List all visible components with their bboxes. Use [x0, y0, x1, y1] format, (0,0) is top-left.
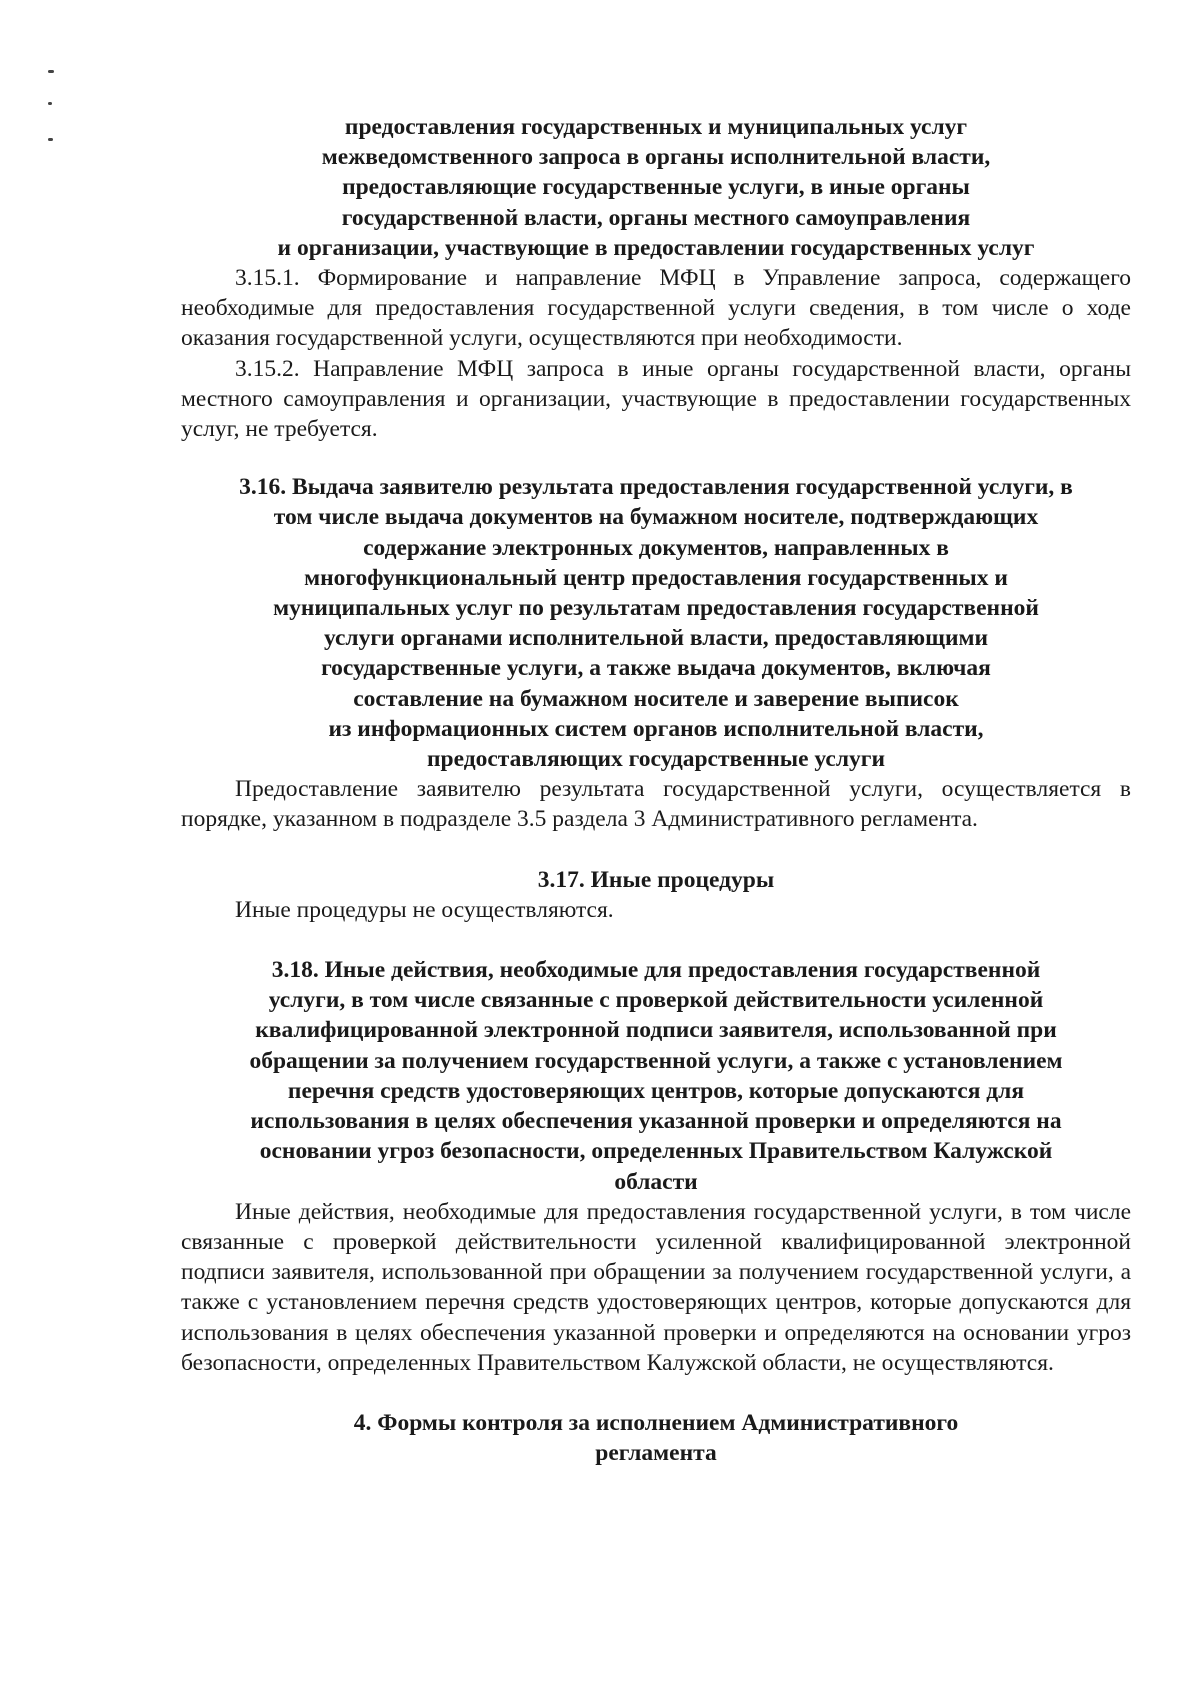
heading-line: муниципальных услуг по результатам предоставления государственной — [273, 595, 1039, 622]
section-3-17-heading — [181, 865, 1131, 895]
section-4-heading — [181, 1408, 1131, 1468]
heading-line: государственной власти, органы местного самоуправления — [341, 204, 971, 231]
heading-line: 3.17. Иные процедуры — [537, 866, 775, 893]
heading-line: многофункциональный центр предоставления государственных и — [304, 564, 1008, 591]
heading-line: составление на бумажном носителе и заверение выписок — [353, 685, 959, 712]
spacer — [181, 1378, 1131, 1408]
document-page — [181, 112, 1131, 1468]
heading-line: государственные услуги, а также выдача документов, включая — [321, 655, 991, 682]
heading-line: услуги органами исполнительной власти, предоставляющими — [323, 625, 989, 652]
heading-line: использования в целях обеспечения указанной проверки и определяются на — [250, 1108, 1062, 1135]
heading-line: предоставления государственных и муниципальных услуг — [344, 114, 968, 140]
heading-line: обращении за получением государственной услуги, а также с установлением — [249, 1047, 1063, 1074]
section-3-16-heading — [181, 472, 1131, 774]
paragraph-3-15-1: 3.15.1. Формирование и направление МФЦ в Управление запроса, содержащего необходимые для предоставления государственной услуги сведения, в том числе о ходе оказания государственной услуги, осуществляются при необходимости. — [181, 265, 1131, 352]
scan-mark — [48, 70, 54, 73]
heading-line: 4. Формы контроля за исполнением Административного — [353, 1409, 959, 1436]
spacer — [181, 925, 1131, 955]
heading-line: 3.16. Выдача заявителю результата предоставления государственной услуги, в — [239, 474, 1073, 501]
heading-line: области — [614, 1168, 698, 1195]
heading-line: предоставляющие государственные услуги, в иные органы — [342, 174, 970, 201]
heading-line: услуги, в том числе связанные с проверкой действительности усиленной — [268, 987, 1044, 1014]
heading-line: перечня средств удостоверяющих центров, которые допускаются для — [287, 1077, 1025, 1104]
heading-line: том числе выдача документов на бумажном носителе, подтверждающих — [273, 504, 1039, 531]
scan-mark — [48, 102, 52, 105]
heading-line: основании угроз безопасности, определенных Правительством Калужской — [259, 1138, 1053, 1165]
heading-line: межведомственного запроса в органы исполнительной власти, — [321, 144, 991, 171]
section-3-15-heading — [181, 112, 1131, 263]
heading-line: из информационных систем органов исполнительной власти, — [328, 715, 984, 742]
heading-line: предоставляющих государственные услуги — [427, 746, 885, 773]
heading-line: и организации, участвующие в предоставлении государственных услуг — [277, 234, 1035, 261]
paragraph-3-15-2: 3.15.2. Направление МФЦ запроса в иные органы государственной власти, органы местного самоуправления и организации, участвующие в предоставлении государственных услуг, не требуется. — [181, 355, 1131, 443]
spacer — [181, 835, 1131, 865]
heading-line: квалифицированной электронной подписи заявителя, использованной при — [255, 1017, 1057, 1044]
section-3-18-heading — [181, 955, 1131, 1197]
paragraph-3-16: Предоставление заявителю результата государственной услуги, осуществляется в порядке, указанном в подразделе 3.5 раздела 3 Административного регламента. — [181, 776, 1131, 833]
paragraph-3-17: Иные процедуры не осуществляются. — [235, 896, 614, 923]
heading-line: 3.18. Иные действия, необходимые для предоставления государственной — [271, 957, 1041, 984]
heading-line: регламента — [595, 1440, 717, 1467]
heading-line: содержание электронных документов, направленных в — [363, 534, 949, 561]
spacer — [181, 444, 1131, 472]
paragraph-3-18: Иные действия, необходимые для предоставления государственной услуги, в том числе связанные с проверкой действительности усиленной квалифицированной электронной подписи заявителя, использованной при обращении за получением государственной услуги, а также с установлением перечня средств удостоверяющих центров, которые допускаются для использования в целях обеспечения указанной проверки и определяются на основании угроз безопасности, определенных Правительством Калужской области, не осуществляются. — [181, 1198, 1131, 1376]
scan-mark — [48, 138, 53, 141]
